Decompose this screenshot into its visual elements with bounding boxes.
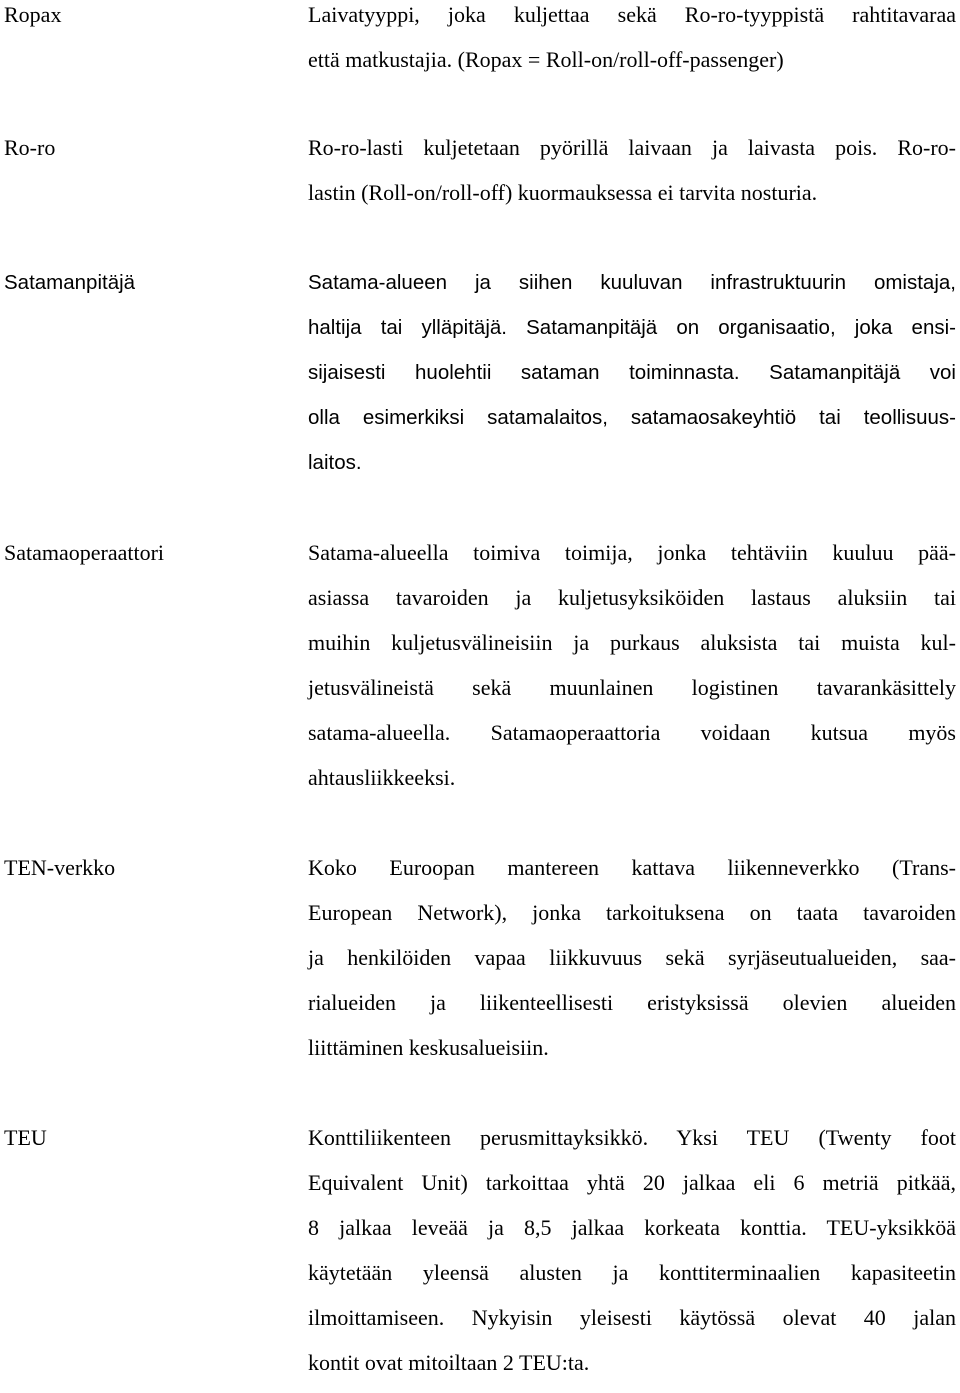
definition-line: haltija tai ylläpitäjä. Satamanpitäjä on organisaatio, joka ensi- xyxy=(308,316,956,339)
term: Ro-ro xyxy=(4,135,56,160)
definition-line: asiassa tavaroiden ja kuljetusyksiköiden lastaus aluksiin tai xyxy=(308,585,956,610)
definition-line: laitos. xyxy=(308,451,362,474)
definition xyxy=(308,1123,956,1393)
definition-line: Koko Euroopan mantereen kattava liikenneverkko (Trans- xyxy=(308,855,956,880)
definition-line: Konttiliikenteen perusmittayksikkö. Yksi TEU (Twenty foot xyxy=(308,1125,956,1150)
definition-line: käytetään yleensä alusten ja konttiterminaalien kapasiteetin xyxy=(308,1260,956,1285)
term: TEU xyxy=(4,1125,47,1150)
definition-line: liittäminen keskusalueisiin. xyxy=(308,1035,549,1060)
definition-line: olla esimerkiksi satamalaitos, satamaosakeyhtiö tai teollisuus- xyxy=(308,406,956,429)
definition-line: sijaisesti huolehtii sataman toiminnasta. Satamanpitäjä voi xyxy=(308,361,956,384)
definition-line: 8 jalkaa leveää ja 8,5 jalkaa korkeata konttia. TEU-yksikköä xyxy=(308,1215,956,1240)
definition-line: ja henkilöiden vapaa liikkuvuus sekä syrjäseutualueiden, saa- xyxy=(308,945,956,970)
term: Ropax xyxy=(4,2,62,27)
definition-line: Satama-alueella toimiva toimija, jonka tehtäviin kuuluu pää- xyxy=(308,540,956,565)
definition xyxy=(308,133,956,223)
definition-line: jetusvälineistä sekä muunlainen logistinen tavarankäsittely xyxy=(308,675,956,700)
definition xyxy=(308,538,956,808)
definition-line: ahtausliikkeeksi. xyxy=(308,765,456,790)
definition xyxy=(308,0,956,90)
definition-line: että matkustajia. (Ropax = Roll-on/roll-off-passenger) xyxy=(308,47,784,72)
definition-line: lastin (Roll-on/roll-off) kuormauksessa ei tarvita nosturia. xyxy=(308,180,818,205)
definition-line: rialueiden ja liikenteellisesti eristyksissä olevien alueiden xyxy=(308,990,956,1015)
definition-line: Equivalent Unit) tarkoittaa yhtä 20 jalkaa eli 6 metriä pitkää, xyxy=(308,1170,956,1195)
definition-line: Ro-ro-lasti kuljetetaan pyörillä laivaan ja laivasta pois. Ro-ro- xyxy=(308,135,956,160)
definition xyxy=(308,853,956,1078)
term: TEN-verkko xyxy=(4,855,116,880)
definition xyxy=(308,268,956,493)
definition-line: kontit ovat mitoiltaan 2 TEU:ta. xyxy=(308,1350,590,1375)
definition-line: Laivatyyppi, joka kuljettaa sekä Ro-ro-tyyppistä rahtitavaraa xyxy=(308,2,956,27)
definition-line: satama-alueella. Satamaoperaattoria voidaan kutsua myös xyxy=(308,720,956,745)
definition-line: Satama-alueen ja siihen kuuluvan infrastruktuurin omistaja, xyxy=(308,271,956,294)
definition-line: ilmoittamiseen. Nykyisin yleisesti käytössä olevat 40 jalan xyxy=(308,1305,956,1330)
term: Satamanpitäjä xyxy=(4,271,136,294)
term: Satamaoperaattori xyxy=(4,540,165,565)
definition-line: muihin kuljetusvälineisiin ja purkaus aluksista tai muista kul- xyxy=(308,630,956,655)
definition-line: European Network), jonka tarkoituksena on taata tavaroiden xyxy=(308,900,956,925)
